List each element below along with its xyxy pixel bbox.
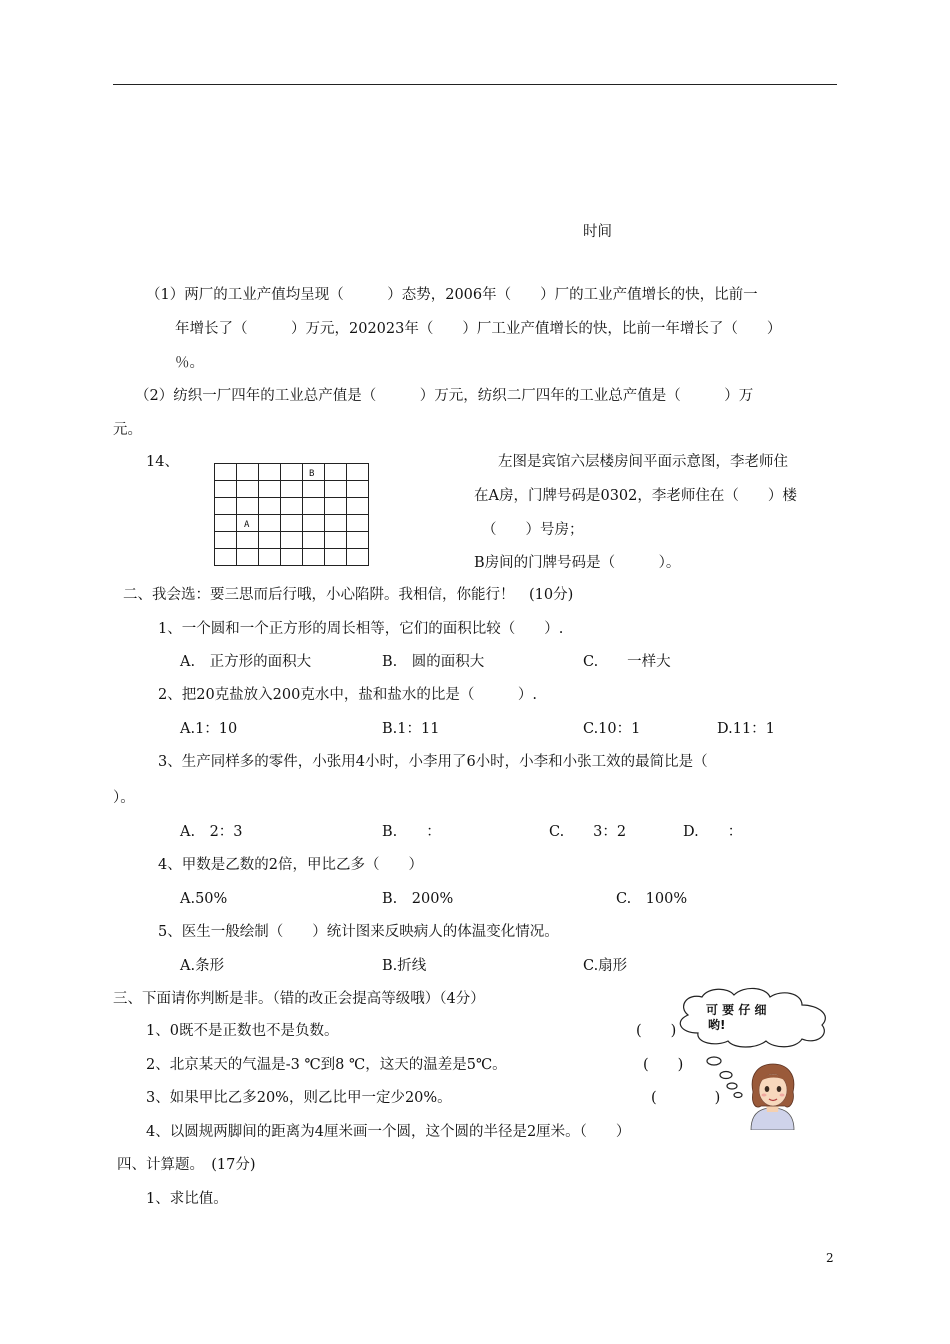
s2-question-5: 5、医生一般绘制（ ）统计图来反映病人的体温变化情况。 — [158, 924, 559, 940]
s2-q1-option-a: A. 正方形的面积大 — [180, 654, 312, 670]
q13-line-3: ％。 — [175, 355, 204, 371]
s2-q5-option-b: B.折线 — [382, 958, 427, 974]
q14-text-4: B房间的门牌号码是（ ）。 — [474, 555, 681, 571]
s2-q2-option-b: B.1：11 — [382, 721, 440, 737]
s3-item-4: 4、以圆规两脚间的距离为4厘米画一个圆，这个圆的半径是2厘米。（ ） — [146, 1124, 631, 1140]
s2-q4-option-a: A.50% — [180, 891, 228, 907]
s3-item-3: 3、如果甲比乙多20%，则乙比甲一定少20%。 — [146, 1090, 452, 1106]
section3-title: 三、下面请你判断是非。（错的改正会提高等级哦）（4分） — [113, 991, 485, 1007]
s3-item-2-paren: ( ) — [643, 1057, 684, 1073]
q13-line-4: （2）纺织一厂四年的工业总产值是（ ）万元，纺织二厂四年的工业总产值是（ ）万 — [135, 388, 754, 404]
s2-q1-option-c: C. 一样大 — [583, 654, 671, 670]
s2-q3-option-a: A. 2：3 — [180, 824, 243, 840]
s2-q5-option-a: A.条形 — [180, 958, 225, 974]
chart-x-axis-label: 时间 — [583, 224, 612, 240]
s3-item-2: 2、北京某天的气温是-3 ℃到8 ℃，这天的温差是5℃。 — [146, 1057, 507, 1073]
s2-q5-option-c: C.扇形 — [583, 958, 628, 974]
section4-title: 四、计算题。 (17分) — [117, 1157, 256, 1173]
grid-room-a-label: A — [244, 520, 250, 530]
header-rule — [113, 84, 837, 85]
s2-q3-option-b: B. ： — [382, 824, 441, 840]
s2-q3-option-d: D. ： — [683, 824, 743, 840]
s2-question-1: 1、一个圆和一个正方形的周长相等，它们的面积比较（ ）. — [158, 621, 564, 637]
s2-question-2: 2、把20克盐放入200克水中，盐和盐水的比是（ ）. — [158, 687, 537, 703]
s2-q2-option-c: C.10：1 — [583, 721, 641, 737]
grid-room-b-label: B — [309, 469, 315, 479]
q14-text-3: （ ）号房； — [482, 522, 584, 538]
s3-item-1: 1、0既不是正数也不是负数。 — [146, 1023, 339, 1039]
q13-line-5: 元。 — [113, 422, 142, 438]
bubble-text-line-1: 可 要 仔 细 — [706, 1003, 767, 1017]
s3-item-1-paren: ( ) — [636, 1023, 677, 1039]
section2-title: 二、我会选：要三思而后行哦，小心陷阱。我相信，你能行！ (10分) — [123, 587, 574, 603]
s2-q2-option-d: D.11：1 — [717, 721, 775, 737]
s2-q3-option-c: C. 3：2 — [549, 824, 627, 840]
q14-number: 14、 — [146, 454, 179, 470]
s3-item-3-paren: ( ) — [651, 1090, 721, 1106]
page-number: 2 — [826, 1251, 834, 1265]
s2-q4-option-c: C. 100% — [616, 891, 688, 907]
girl-illustration — [745, 1062, 800, 1130]
s2-question-3: 3、生产同样多的零件，小张用4小时，小李用了6小时，小李和小张工效的最简比是（ — [158, 754, 708, 770]
floor-plan-grid — [214, 463, 369, 566]
s2-question-3-cont: ）。 — [113, 790, 135, 806]
s2-q2-option-a: A.1：10 — [180, 721, 238, 737]
q14-text-1: 左图是宾馆六层楼房间平面示意图，李老师住 — [498, 454, 788, 470]
s2-q1-option-b: B. 圆的面积大 — [382, 654, 485, 670]
bubble-text-line-2: 哟! — [708, 1018, 726, 1032]
q14-text-2: 在A房，门牌号码是0302，李老师住在（ ）楼 — [474, 488, 797, 504]
s2-question-4: 4、甲数是乙数的2倍，甲比乙多（ ） — [158, 857, 423, 873]
q13-line-1: （1）两厂的工业产值均呈现（ ）态势，2006年（ ）厂的工业产值增长的快，比前一 — [146, 287, 758, 303]
s4-sub-1: 1、求比值。 — [146, 1191, 228, 1207]
q13-line-2: 年增长了（ ）万元，202023年（ ）厂工业产值增长的快，比前一年增长了（ ） — [175, 321, 782, 337]
s2-q4-option-b: B. 200% — [382, 891, 454, 907]
